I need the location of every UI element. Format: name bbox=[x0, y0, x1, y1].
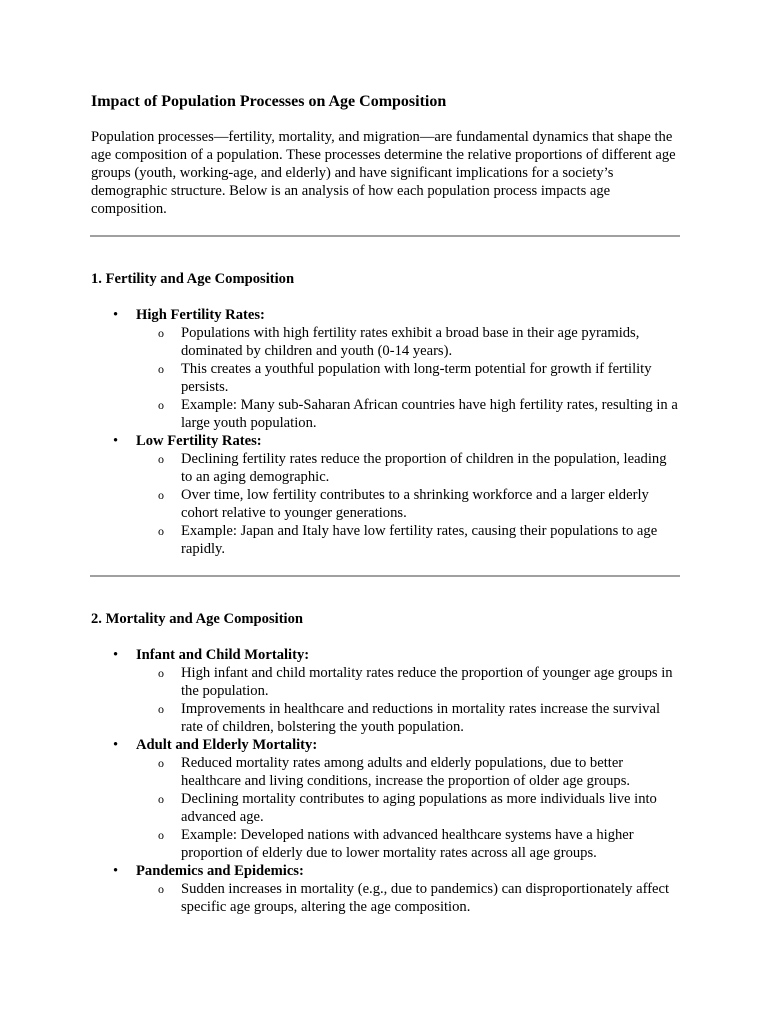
bullet-icon: • bbox=[113, 737, 119, 753]
sub-item bbox=[136, 754, 679, 790]
bullet-item bbox=[91, 862, 679, 916]
circle-bullet-icon: o bbox=[158, 362, 164, 376]
bullet-label: Infant and Child Mortality: bbox=[136, 647, 310, 663]
bullet-item bbox=[91, 736, 679, 862]
sub-item-text: Example: Developed nations with advanced healthcare systems have a higher proportion of elderly due to lower mortality rates across all age groups. bbox=[181, 827, 634, 861]
sub-list bbox=[136, 880, 679, 916]
sub-item bbox=[136, 324, 679, 360]
sub-item-text: Example: Many sub-Saharan African countries have high fertility rates, resulting in a large youth population. bbox=[181, 397, 678, 431]
circle-bullet-icon: o bbox=[158, 702, 164, 716]
section-fertility bbox=[91, 235, 679, 558]
sub-item bbox=[136, 450, 679, 486]
sub-item-text: Populations with high fertility rates exhibit a broad base in their age pyramids, dominated by children and youth (0-14 years). bbox=[181, 325, 640, 359]
bullet-list bbox=[91, 646, 679, 916]
section-mortality bbox=[91, 575, 679, 916]
bullet-icon: • bbox=[113, 433, 119, 449]
circle-bullet-icon: o bbox=[158, 398, 164, 412]
bullet-icon: • bbox=[113, 647, 119, 663]
sub-item bbox=[136, 664, 679, 700]
sub-list bbox=[136, 664, 679, 736]
sub-item bbox=[136, 522, 679, 558]
sub-item-text: Reduced mortality rates among adults and elderly populations, due to better healthcare and living conditions, increase the proportion of older age groups. bbox=[181, 755, 631, 789]
section-heading: 2. Mortality and Age Composition bbox=[91, 611, 304, 627]
sub-list bbox=[136, 754, 679, 862]
bullet-label: Pandemics and Epidemics: bbox=[136, 863, 304, 879]
circle-bullet-icon: o bbox=[158, 828, 164, 842]
sub-item bbox=[136, 790, 679, 826]
sub-item-text: Over time, low fertility contributes to a shrinking workforce and a larger elderly cohort relative to younger generations. bbox=[181, 487, 649, 521]
sub-list bbox=[136, 450, 679, 558]
horizontal-rule bbox=[90, 575, 680, 577]
sections-container bbox=[91, 235, 679, 916]
circle-bullet-icon: o bbox=[158, 756, 164, 770]
bullet-item bbox=[91, 432, 679, 558]
sub-item bbox=[136, 880, 679, 916]
sub-item bbox=[136, 486, 679, 522]
circle-bullet-icon: o bbox=[158, 792, 164, 806]
sub-item-text: Example: Japan and Italy have low fertility rates, causing their populations to age rapidly. bbox=[181, 523, 658, 557]
sub-item bbox=[136, 826, 679, 862]
sub-item-text: This creates a youthful population with long-term potential for growth if fertility persists. bbox=[181, 361, 652, 395]
circle-bullet-icon: o bbox=[158, 666, 164, 680]
bullet-label: High Fertility Rates: bbox=[136, 307, 265, 323]
sub-item-text: Sudden increases in mortality (e.g., due to pandemics) can disproportionately affect specific age groups, altering the age composition. bbox=[181, 881, 670, 915]
sub-item-text: Improvements in healthcare and reductions in mortality rates increase the survival rate of children, bolstering the youth population. bbox=[181, 701, 660, 735]
sub-item bbox=[136, 700, 679, 736]
sub-item bbox=[136, 396, 679, 432]
sub-item bbox=[136, 360, 679, 396]
document-page bbox=[91, 92, 679, 916]
circle-bullet-icon: o bbox=[158, 488, 164, 502]
circle-bullet-icon: o bbox=[158, 882, 164, 896]
document-title: Impact of Population Processes on Age Composition bbox=[91, 93, 447, 110]
circle-bullet-icon: o bbox=[158, 326, 164, 340]
section-heading: 1. Fertility and Age Composition bbox=[91, 271, 295, 287]
sub-item-text: Declining fertility rates reduce the proportion of children in the population, leading to an aging demographic. bbox=[181, 451, 667, 485]
sub-list bbox=[136, 324, 679, 432]
bullet-icon: • bbox=[113, 863, 119, 879]
circle-bullet-icon: o bbox=[158, 524, 164, 538]
circle-bullet-icon: o bbox=[158, 452, 164, 466]
bullet-item bbox=[91, 306, 679, 432]
horizontal-rule bbox=[90, 235, 680, 237]
bullet-list bbox=[91, 306, 679, 558]
sub-item-text: High infant and child mortality rates reduce the proportion of younger age groups in the population. bbox=[181, 665, 673, 699]
bullet-item bbox=[91, 646, 679, 736]
bullet-icon: • bbox=[113, 307, 119, 323]
bullet-label: Adult and Elderly Mortality: bbox=[136, 737, 318, 753]
sub-item-text: Declining mortality contributes to aging populations as more individuals live into advanced age. bbox=[181, 791, 657, 825]
bullet-label: Low Fertility Rates: bbox=[136, 433, 262, 449]
intro-paragraph: Population processes—fertility, mortality, and migration—are fundamental dynamics that shape the age composition of a population. These processes determine the relative proportions of different age groups (youth, working-age, and elderly) and have significant implications for a society’s demographic structure. Below is an analysis of how each population process impacts age composition. bbox=[91, 129, 676, 217]
